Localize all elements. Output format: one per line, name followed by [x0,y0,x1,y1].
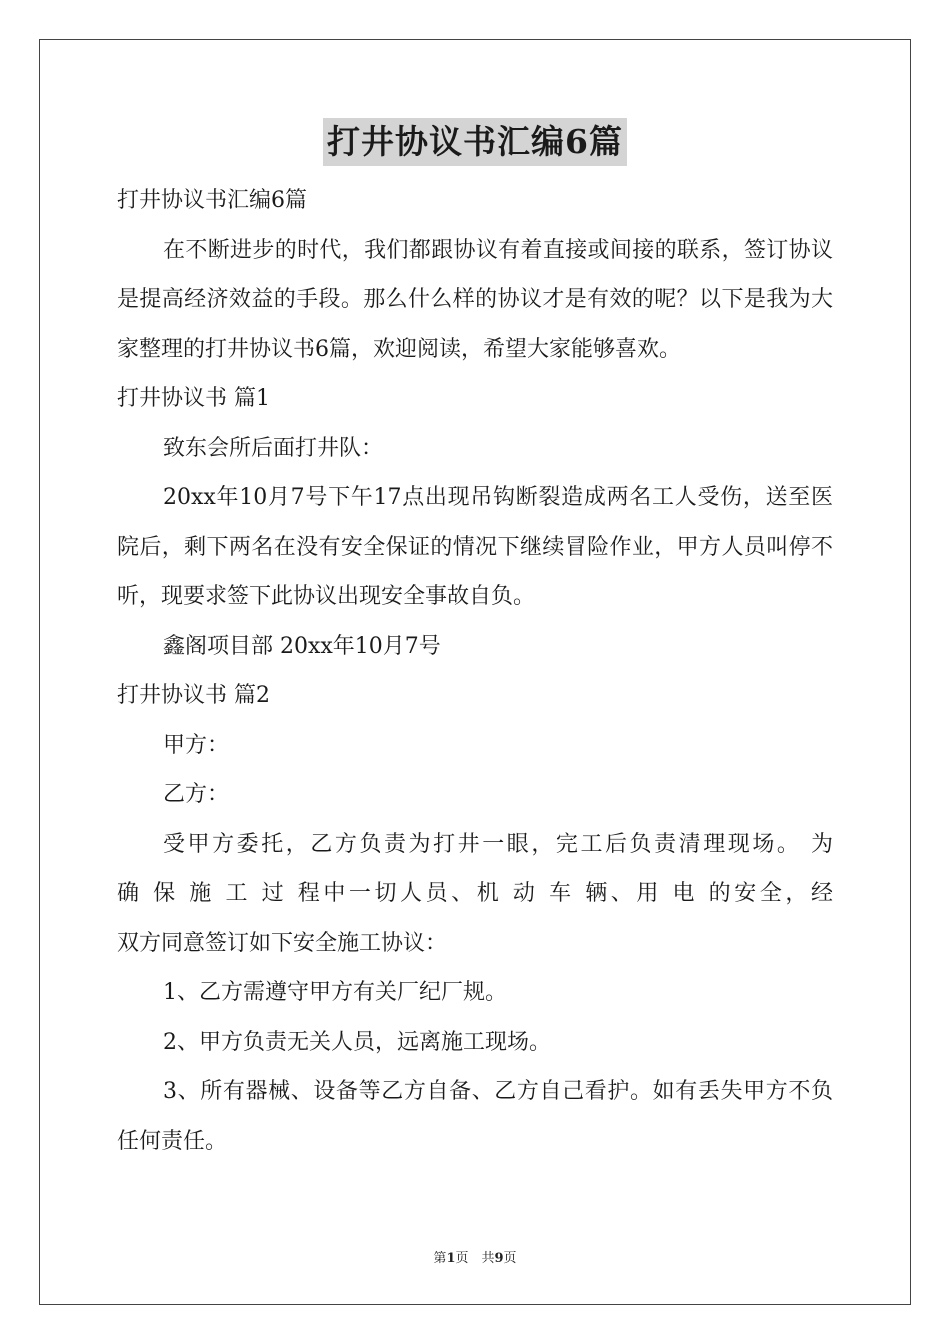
page-current: 1 [446,1251,456,1266]
commission-paragraph-line1: 受甲方委托，乙方负责为打井一眼，完工后负责清理现场。 为 [163,831,833,857]
page-prefix: 第 [433,1251,447,1266]
incident-paragraph: 20xx年10月7号下午17点出现吊钩断裂造成两名工人受伤，送至医院后，剩下两名在没有安全保证的情况下继续冒险作业，甲方人员叫停不听，现要求签下此协议出现安全事故自负。 [117,485,833,609]
section-heading-1: 打井协议书 篇1 [117,386,270,411]
clause-2: 2、甲方负责无关人员，远离施工现场。 [163,1029,551,1055]
clause-3: 3、所有器械、设备等乙方自备、乙方自己看护。如有丢失甲方不负任何责任。 [117,1079,833,1154]
party-a-line: 甲方： [163,732,230,758]
document-title-block [0,118,950,166]
page-suffix: 页 [503,1251,517,1266]
salutation: 致东会所后面打井队： [163,435,384,461]
commission-paragraph-line2: 确 保 施 工 过 程中一切人员、机 动 车 辆、用 电 的安全，经 [117,881,833,906]
page-total: 9 [494,1251,504,1266]
party-b-line: 乙方： [163,782,230,807]
commission-paragraph-line3: 双方同意签订如下安全施工协议： [117,930,448,956]
page-footer [0,1247,950,1266]
section-heading-2: 打井协议书 篇2 [117,683,270,708]
clause-1: 1、乙方需遵守甲方有关厂纪厂规。 [163,980,507,1005]
subtitle-line: 打井协议书汇编6篇 [117,188,307,213]
document-title: 打井协议书汇编6篇 [323,118,627,166]
intro-paragraph: 在不断进步的时代，我们都跟协议有着直接或间接的联系，签订协议是提高经济效益的手段。那么什么样的协议才是有效的呢？以下是我为大家整理的打井协议书6篇，欢迎阅读，希望大家能够喜欢。 [117,237,833,362]
document-body [117,176,833,1166]
signature-line: 鑫阁项目部 20xx年10月7号 [163,633,441,659]
page-mid: 页 共 [455,1251,495,1266]
